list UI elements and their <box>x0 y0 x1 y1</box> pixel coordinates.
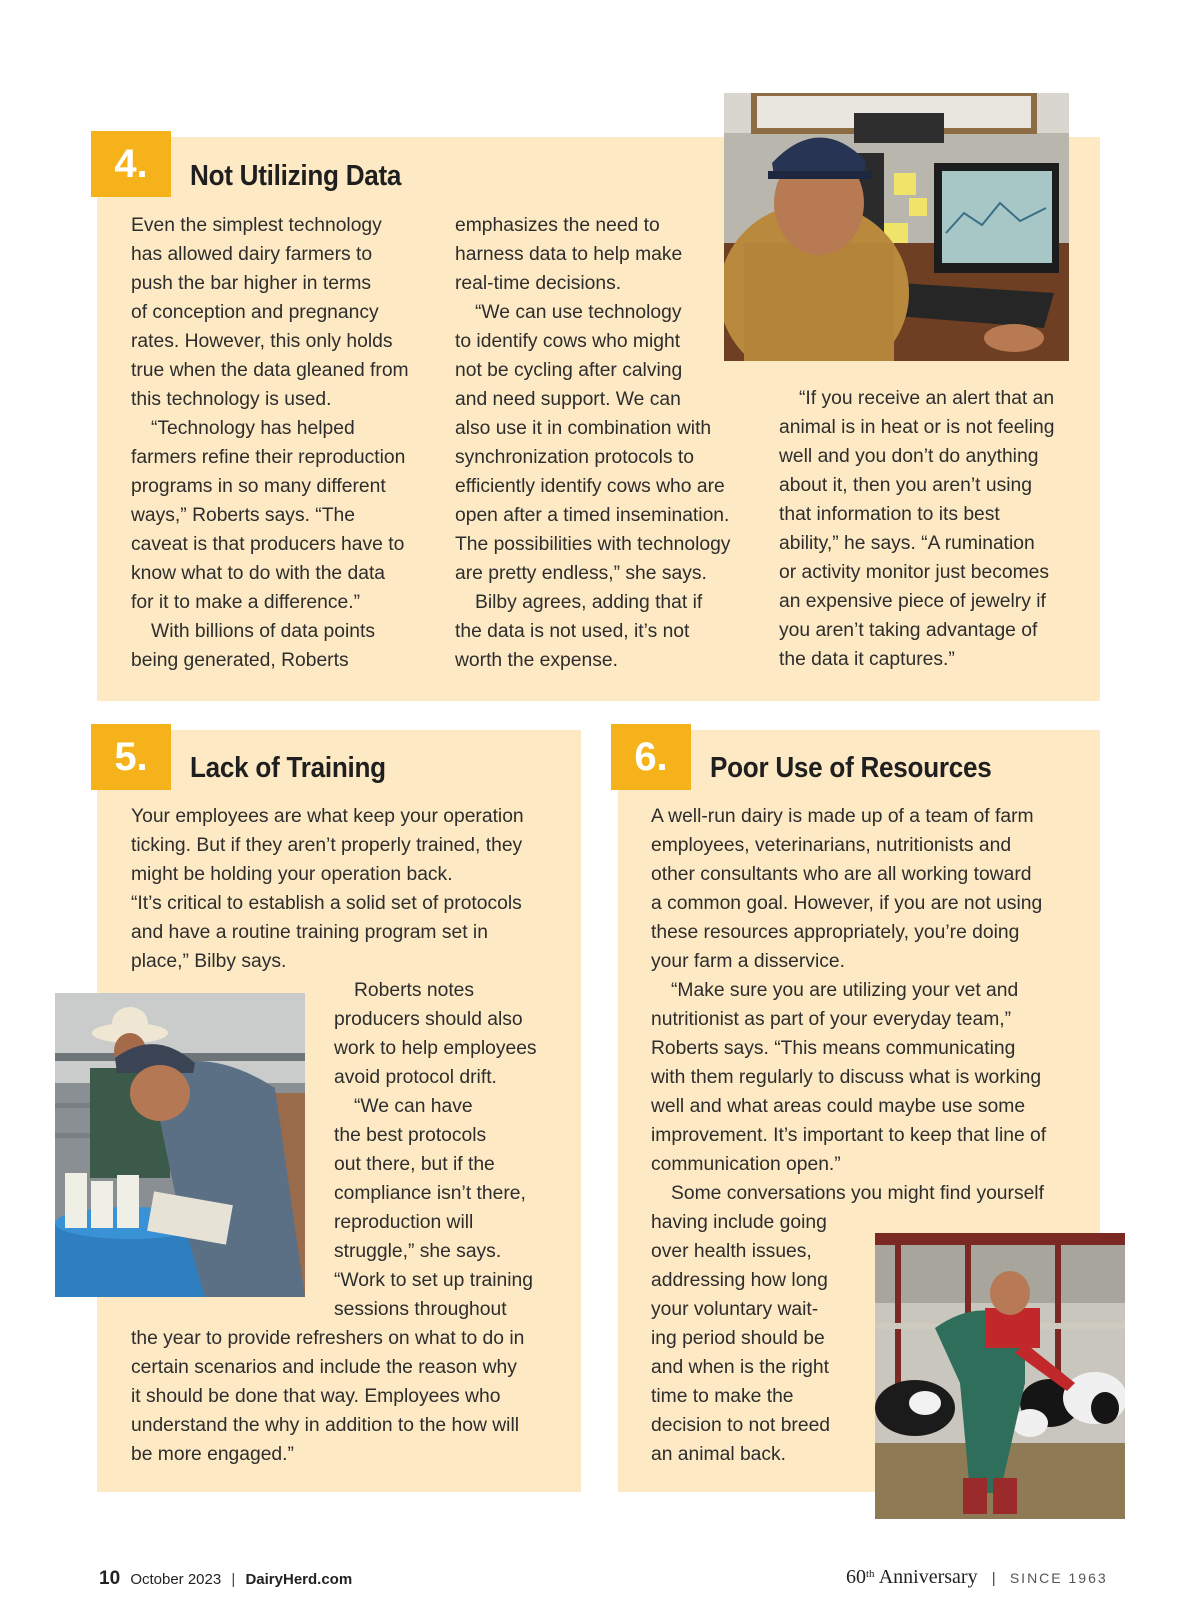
section-5-number: 5. <box>91 724 171 790</box>
paragraph-line: a common goal. However, if you are not using <box>651 893 1043 914</box>
paragraph-line: you aren’t taking advantage of <box>779 620 1038 641</box>
issue-date: October 2023 <box>130 1571 222 1588</box>
paragraph-line: having include going <box>651 1212 827 1233</box>
paragraph-line: Even the simplest technology <box>131 215 382 236</box>
paragraph-line: the data it captures.” <box>779 649 955 670</box>
footer-separator: | <box>231 1571 236 1588</box>
paragraph-line: these resources appropriately, you’re doing <box>651 922 1020 943</box>
paragraph-line: caveat is that producers have to <box>131 534 405 555</box>
paragraph-line: With billions of data points <box>151 621 375 642</box>
paragraph-line: farmers refine their reproduction <box>131 447 406 468</box>
paragraph-line: ways,” Roberts says. “The <box>131 505 355 526</box>
paragraph-line: are pretty endless,” she says. <box>455 563 707 584</box>
paragraph-line: or activity monitor just becomes <box>779 562 1050 583</box>
section-5-intro <box>131 802 571 976</box>
section-6-heading: Poor Use of Resources <box>710 752 992 784</box>
paragraph-line: certain scenarios and include the reason why <box>131 1357 517 1378</box>
since-year: SINCE 1963 <box>1009 1570 1108 1586</box>
paragraph-line: other consultants who are all working toward <box>651 864 1032 885</box>
paragraph-line: an expensive piece of jewelry if <box>779 591 1046 612</box>
section-5-side-column <box>334 976 574 1324</box>
paragraph-line: with them regularly to discuss what is working <box>651 1067 1042 1088</box>
paragraph-line: that information to its best <box>779 504 1000 525</box>
paragraph-line: not be cycling after calving <box>455 360 683 381</box>
paragraph-line: out there, but if the <box>334 1154 495 1175</box>
paragraph-line: sessions throughout <box>334 1299 507 1320</box>
paragraph-line: has allowed dairy farmers to <box>131 244 373 265</box>
section-4-heading: Not Utilizing Data <box>190 160 402 192</box>
paragraph-line: compliance isn’t there, <box>334 1183 526 1204</box>
paragraph-line: Bilby agrees, adding that if <box>475 592 703 613</box>
paragraph-line: “If you receive an alert that an <box>799 388 1055 409</box>
paragraph-line: this technology is used. <box>131 389 332 410</box>
paragraph-line: Your employees are what keep your operation <box>131 806 524 827</box>
paragraph-line: open after a timed insemination. <box>455 505 730 526</box>
paragraph-line: improvement. It’s important to keep that line of <box>651 1125 1047 1146</box>
paragraph-line: and when is the right <box>651 1357 829 1378</box>
paragraph-line: “It’s critical to establish a solid set of protocols <box>131 893 522 914</box>
paragraph-line: worth the expense. <box>455 650 618 671</box>
paragraph-line: harness data to help make <box>455 244 683 265</box>
paragraph-line: reproduction will <box>334 1212 474 1233</box>
paragraph-line: place,” Bilby says. <box>131 951 287 972</box>
anniversary-suffix: th <box>866 1568 875 1580</box>
paragraph-line: well and you don’t do anything <box>779 446 1039 467</box>
paragraph-line: about it, then you aren’t using <box>779 475 1032 496</box>
paragraph-line: the data is not used, it’s not <box>455 621 690 642</box>
farmer-at-computer-photo <box>724 93 1069 361</box>
paragraph-line: “We can use technology <box>475 302 682 323</box>
footer-separator: | <box>991 1570 996 1587</box>
paragraph-line: ing period should be <box>651 1328 825 1349</box>
paragraph-line: over health issues, <box>651 1241 812 1262</box>
anniversary-label: Anniversary <box>878 1566 978 1588</box>
paragraph-line: programs in so many different <box>131 476 386 497</box>
paragraph-line: your farm a disservice. <box>651 951 845 972</box>
paragraph-line: addressing how long <box>651 1270 828 1291</box>
paragraph-line: ticking. But if they aren’t properly trained, they <box>131 835 523 856</box>
page-number: 10 <box>99 1568 121 1589</box>
paragraph-line: Some conversations you might find yourself <box>671 1183 1044 1204</box>
paragraph-line: push the bar higher in terms <box>131 273 372 294</box>
paragraph-line: The possibilities with technology <box>455 534 731 555</box>
section-4-column-2 <box>455 211 765 675</box>
paragraph-line: “Work to set up training <box>334 1270 533 1291</box>
paragraph-line: A well-run dairy is made up of a team of farm <box>651 806 1034 827</box>
paragraph-line: struggle,” she says. <box>334 1241 502 1262</box>
section-6-side-column <box>651 1208 871 1469</box>
paragraph-line: and need support. We can <box>455 389 681 410</box>
footer-left <box>99 1568 352 1590</box>
paragraph-line: Roberts says. “This means communicating <box>651 1038 1016 1059</box>
paragraph-line: being generated, Roberts <box>131 650 349 671</box>
section-4-column-1 <box>131 211 441 675</box>
paragraph-line: rates. However, this only holds <box>131 331 393 352</box>
section-6-number: 6. <box>611 724 691 790</box>
paragraph-line: to identify cows who might <box>455 331 681 352</box>
paragraph-line: emphasizes the need to <box>455 215 660 236</box>
paragraph-line: “We can have <box>354 1096 473 1117</box>
paragraph-line: “Technology has helped <box>151 418 355 439</box>
section-6-body <box>651 802 1091 1208</box>
paragraph-line: producers should also <box>334 1009 523 1030</box>
paragraph-line: know what to do with the data <box>131 563 386 584</box>
farmer-feeding-cows-photo <box>875 1233 1125 1519</box>
workers-recording-photo <box>55 993 305 1297</box>
paragraph-line: time to make the <box>651 1386 794 1407</box>
paragraph-line: decision to not breed <box>651 1415 831 1436</box>
paragraph-line: efficiently identify cows who are <box>455 476 725 497</box>
paragraph-line: avoid protocol drift. <box>334 1067 497 1088</box>
paragraph-line: Roberts notes <box>354 980 475 1001</box>
paragraph-line: nutritionist as part of your everyday team,” <box>651 1009 1012 1030</box>
paragraph-line: understand the why in addition to the how will <box>131 1415 520 1436</box>
paragraph-line: well and what areas could maybe use some <box>651 1096 1026 1117</box>
paragraph-line: employees, veterinarians, nutritionists and <box>651 835 1012 856</box>
paragraph-line: real-time decisions. <box>455 273 622 294</box>
anniversary-number: 60 <box>846 1566 866 1588</box>
paragraph-line: work to help employees <box>334 1038 537 1059</box>
paragraph-line: also use it in combination with <box>455 418 712 439</box>
paragraph-line: communication open.” <box>651 1154 841 1175</box>
paragraph-line: “Make sure you are utilizing your vet and <box>671 980 1019 1001</box>
paragraph-line: it should be done that way. Employees who <box>131 1386 501 1407</box>
paragraph-line: an animal back. <box>651 1444 787 1465</box>
paragraph-line: be more engaged.” <box>131 1444 294 1465</box>
section-4-column-3 <box>779 384 1089 674</box>
paragraph-line: true when the data gleaned from <box>131 360 409 381</box>
footer-right <box>846 1566 1108 1589</box>
paragraph-line: your voluntary wait- <box>651 1299 819 1320</box>
paragraph-line: animal is in heat or is not feeling <box>779 417 1055 438</box>
paragraph-line: for it to make a difference.” <box>131 592 360 613</box>
paragraph-line: the best protocols <box>334 1125 487 1146</box>
website-link[interactable]: DairyHerd.com <box>245 1571 353 1588</box>
paragraph-line: and have a routine training program set in <box>131 922 488 943</box>
section-5-heading: Lack of Training <box>190 752 386 784</box>
paragraph-line: of conception and pregnancy <box>131 302 379 323</box>
paragraph-line: might be holding your operation back. <box>131 864 453 885</box>
section-4-number: 4. <box>91 131 171 197</box>
paragraph-line: synchronization protocols to <box>455 447 695 468</box>
paragraph-line: the year to provide refreshers on what to do in <box>131 1328 525 1349</box>
paragraph-line: ability,” he says. “A rumination <box>779 533 1035 554</box>
section-5-closing <box>131 1324 571 1469</box>
